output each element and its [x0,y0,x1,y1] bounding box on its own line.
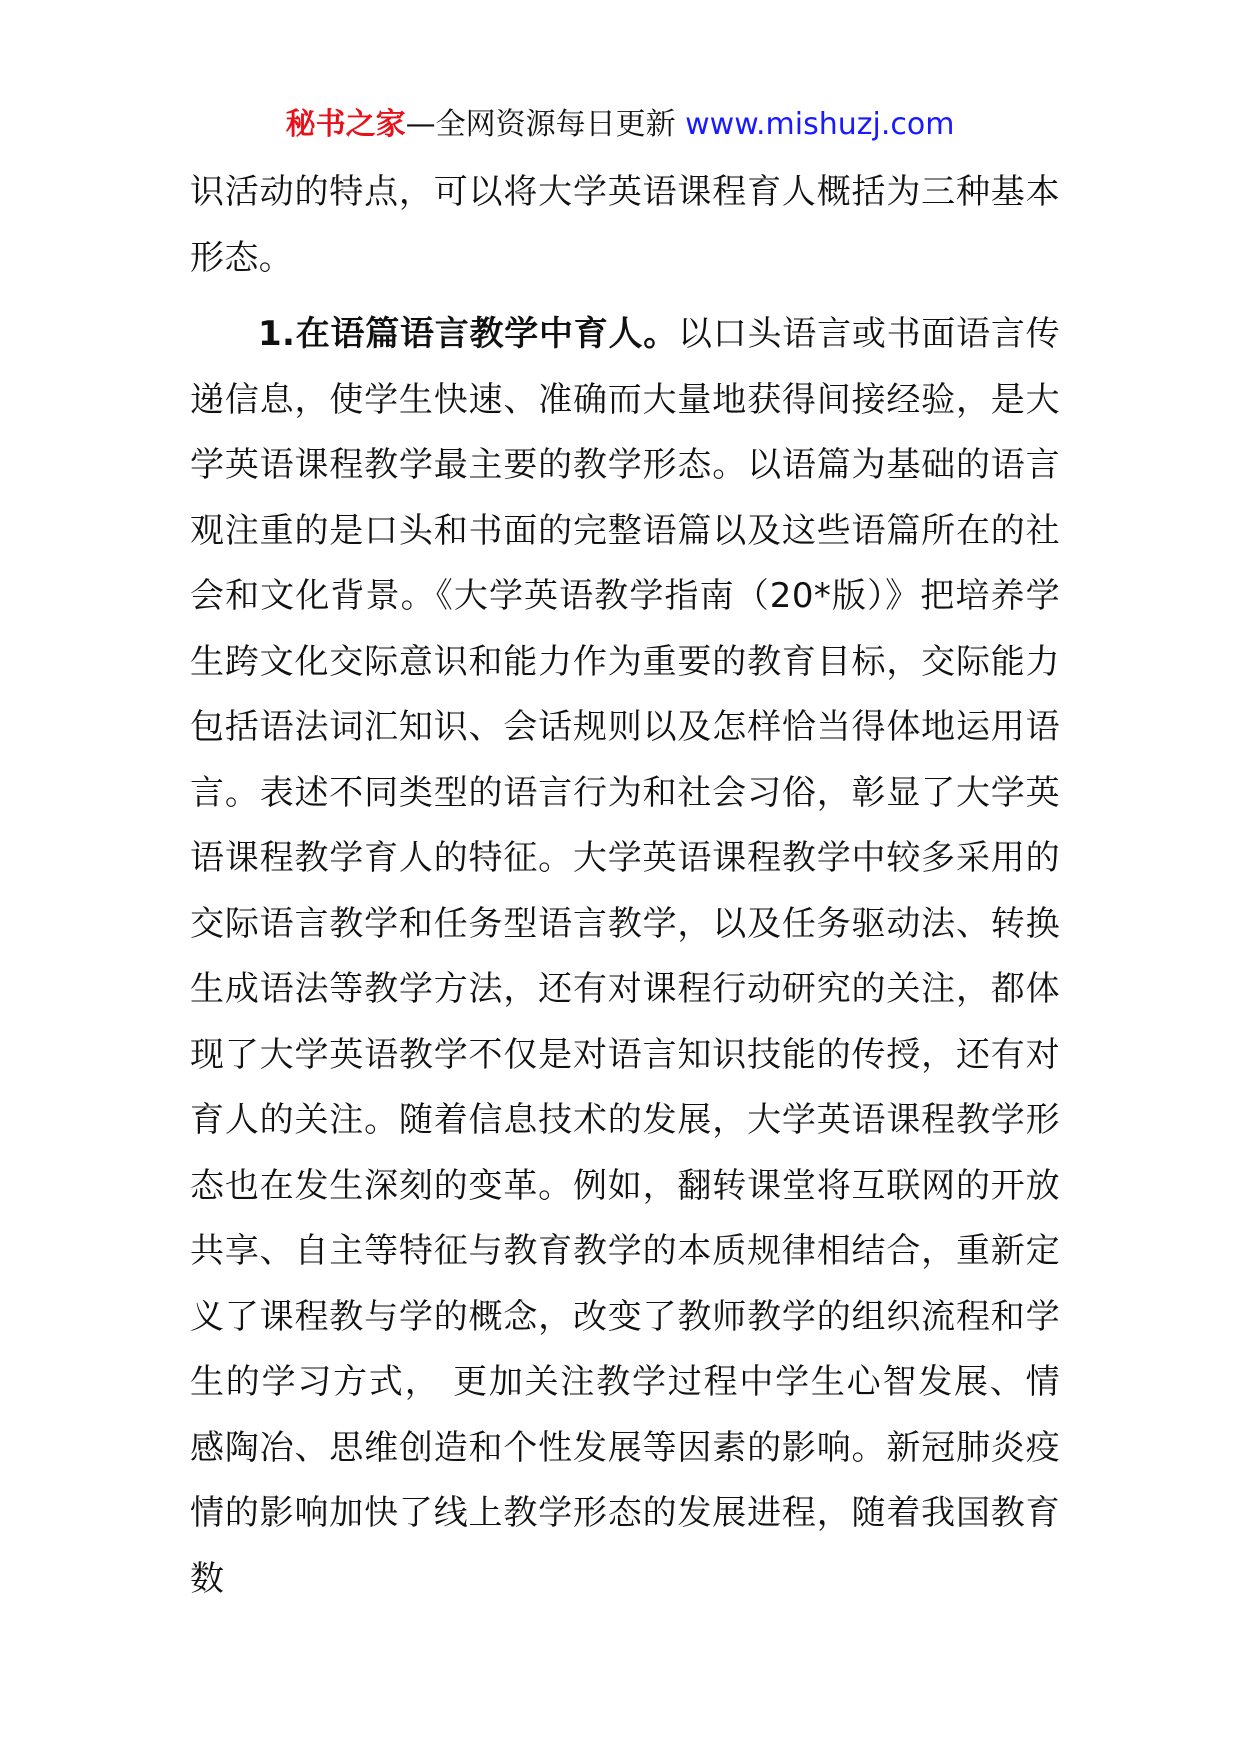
section-paragraph [190,302,1060,1612]
section-heading: 1.在语篇语言教学中育人。 [258,314,679,354]
section-text: 以口头语言或书面语言传递信息，使学生快速、准确而大量地获得间接经验，是大学英语课程教学最主要的教学形态。以语篇为基础的语言观注重的是口头和书面的完整语篇以及这些语篇所在的社会和文化背景。《大学英语教学指南（20*版）》把培养学生跨文化交际意识和能力作为重要的教育目标，交际能力包括语法词汇知识、会话规则以及怎样恰当得体地运用语言。表述不同类型的语言行为和社会习俗，彰显了大学英语课程教学育人的特征。大学英语课程教学中较多采用的交际语言教学和任务型语言教学，以及任务驱动法、转换生成语法等教学方法，还有对课程行动研究的关注，都体现了大学英语教学不仅是对语言知识技能的传授，还有对育人的关注。随着信息技术的发展，大学英语课程教学形态也在发生深刻的变革。例如，翻转课堂将互联网的开放共享、自主等特征与教育教学的本质规律相结合，重新定义了课程教与学的概念，改变了教师教学的组织流程和学生的学习方式， 更加关注教学过程中学生心智发展、情感陶冶、思维创造和个性发展等因素的影响。新冠肺炎疫情的影响加快了线上教学形态的发展进程，随着我国教育数 [190,314,1060,1599]
page-header [0,100,1240,150]
header-tagline: —全网资源每日更新 [405,107,686,142]
website-link[interactable]: www.mishuzj.com [685,107,955,142]
brand-name: 秘书之家 [285,107,406,142]
continued-paragraph: 识活动的特点，可以将大学英语课程育人概括为三种基本形态。 [190,172,1060,278]
document-body [190,160,1060,1612]
